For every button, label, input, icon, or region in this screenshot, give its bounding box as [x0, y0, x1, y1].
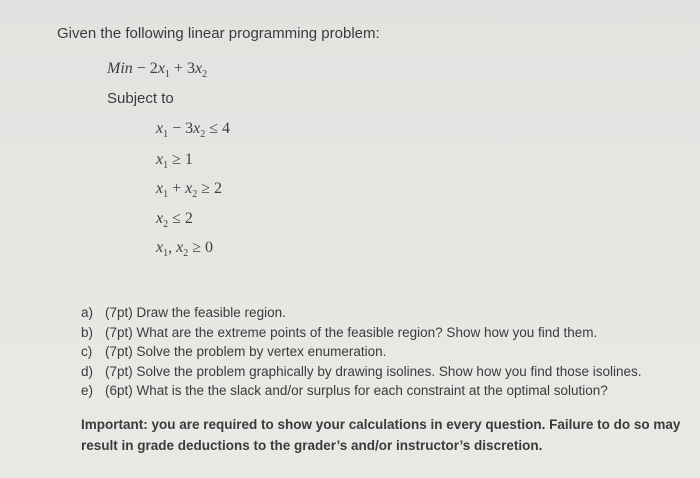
- question-c: c) (7pt) Solve the problem by vertex enumeration.: [81, 344, 387, 359]
- constraint-2: $x_1 \ge 1$: [156, 151, 193, 172]
- important-note: Important: you are required to show your calculations in every question. Failure to do so may result in grade deductions to the grader’s and/or instructor’s discretion.: [81, 417, 681, 453]
- question-a: a) (7pt) Draw the feasible region.: [81, 305, 286, 320]
- question-d: d) (7pt) Solve the problem graphically by drawing isolines. Show how you find those isolines.: [81, 363, 642, 379]
- question-b: b) (7pt) What are the extreme points of the feasible region? Show how you find them.: [81, 324, 598, 340]
- question-e: e) (6pt) What is the the slack and/or surplus for each constraint at the optimal solution?: [81, 383, 608, 398]
- subject-to-label: Subject to: [107, 90, 174, 107]
- constraint-4: $x_2 \le 2$: [156, 210, 193, 231]
- constraint-nonnegativity: $x_1$, $x_2 \ge 0$: [156, 239, 213, 260]
- question-list: [81, 303, 642, 401]
- constraint-1: $x_1 - 3x_2 \le 4$: [156, 120, 231, 141]
- problem-intro: Given the following linear programming problem:: [57, 25, 380, 42]
- constraint-3: $x_1 + x_2 \ge 2$: [156, 180, 223, 201]
- objective-function: Min − $2x_1 + 3x_2$: [107, 60, 208, 81]
- objective-sense: Min: [107, 60, 133, 77]
